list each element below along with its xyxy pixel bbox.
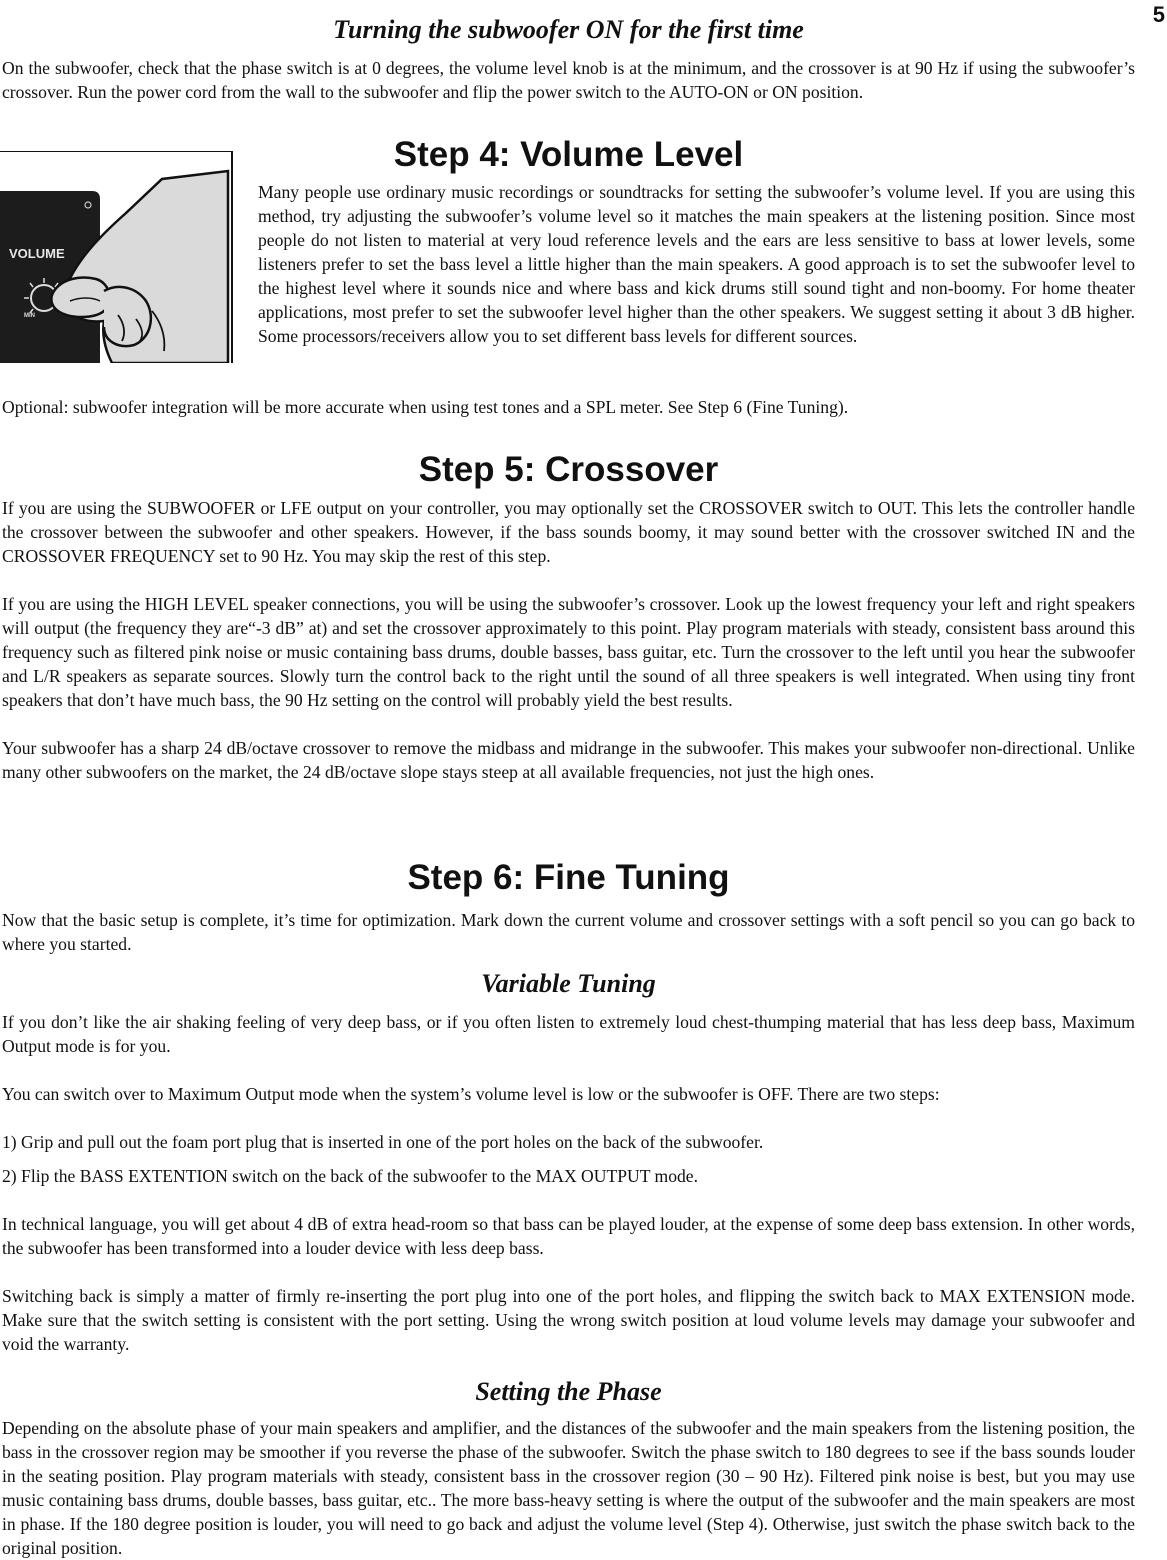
step5-body — [2, 496, 1135, 784]
variable-tuning-paragraph-1: If you don’t like the air shaking feeling of very deep bass, or if you often listen to extremely loud chest-thumping material that has less deep bass, Maximum Output mode is for you. — [2, 1012, 1135, 1056]
volume-knob-illustration — [0, 151, 236, 363]
step4-paragraph: Many people use ordinary music recordings or soundtracks for setting the subwoofer’s volume level. If you are using this method, try adjusting the subwoofer’s volume level so it matches the main speakers at the listening position. Since most people do not listen to material at very loud reference levels and the ears are less sensitive to bass at lower levels, some listeners prefer to set the bass level a little higher than the main speakers. A good approach is to set the subwoofer level to the highest level where it sounds nice and where bass and kick drums still sound tight and non-boomy. For home theater applications, most prefer to set the subwoofer level higher than the other speakers. We suggest setting it about 3 dB higher. Some processors/receivers allow you to set different bass levels for different sources. — [258, 182, 1135, 346]
volume-label: VOLUME — [9, 246, 65, 261]
step4-paragraph-wrap — [258, 180, 1135, 348]
step6-body — [2, 908, 1135, 1560]
first-time-section — [2, 14, 1135, 104]
phase-paragraph: Depending on the absolute phase of your main speakers and amplifier, and the distances of the subwoofer and the main speakers from the listening position, the bass in the crossover region may be smoother if you reverse the phase of the subwoofer. Switch the phase switch to 180 degrees to see if the bass sounds louder in the seating position. Play program materials with steady, consistent bass in the crossover region (30 – 90 Hz). Filtered pink noise is best, but you may use music containing bass drums, double basses, bass guitar, etc.. The more bass-heavy setting is where the output of the subwoofer and the main speakers are most in phase. If the 180 degree position is louder, you will need to go back and adjust the volume level (Step 4). Otherwise, just switch the phase switch back to the original position. — [2, 1418, 1135, 1558]
step5-paragraph-1: If you are using the SUBWOOFER or LFE output on your controller, you may optionally set the CROSSOVER switch to OUT. This lets the controller handle the crossover between the subwoofer and other speakers. However, if the bass sounds boomy, it may sound better with the crossover switched IN and the CROSSOVER FREQUENCY set to 90 Hz. You may skip the rest of this step. — [2, 498, 1135, 566]
variable-tuning-paragraph-2: You can switch over to Maximum Output mode when the system’s volume level is low or the subwoofer is OFF. There are two steps: — [2, 1084, 940, 1104]
variable-tuning-step-1: 1) Grip and pull out the foam port plug that is inserted in one of the port holes on the back of the subwoofer. — [2, 1132, 764, 1152]
phase-heading: Setting the Phase — [475, 1377, 662, 1406]
page-number: 5 — [1152, 2, 1165, 27]
step6-heading: Step 6: Fine Tuning — [407, 858, 730, 897]
step5-paragraph-2: If you are using the HIGH LEVEL speaker connections, you will be using the subwoofer’s crossover. Look up the lowest frequency your left and right speakers will output (the frequency they are“-3 dB” at) and set the crossover approximately to this point. Play program materials with steady, consistent bass around this frequency such as filtered pink noise or music containing bass drums, double basses, bass guitar, etc. Turn the crossover to the left until you hear the subwoofer and L/R speakers as separate sources. Slowly turn the control back to the right until the sound of all three speakers is well integrated. When using tiny front speakers that don’t have much bass, the 90 Hz setting on the control will probably yield the best results. — [2, 594, 1135, 710]
first-time-paragraph: On the subwoofer, check that the phase switch is at 0 degrees, the volume level knob is at the minimum, and the crossover is at 90 Hz if using the subwoofer’s crossover. Run the power cord from the wall to the subwoofer and flip the power switch to the AUTO-ON or ON position. — [2, 58, 1135, 102]
step4-heading: Step 4: Volume Level — [393, 135, 744, 174]
first-time-heading: Turning the subwoofer ON for the first time — [333, 15, 804, 44]
variable-tuning-step-2: 2) Flip the BASS EXTENTION switch on the back of the subwoofer to the MAX OUTPUT mode. — [2, 1166, 699, 1186]
variable-tuning-paragraph-3: In technical language, you will get about 4 dB of extra head-room so that bass can be played louder, at the expense of some deep bass extension. In other words, the subwoofer has been transformed into a louder device with less deep bass. — [2, 1214, 1135, 1258]
step4-optional-note: Optional: subwoofer integration will be more accurate when using test tones and a SPL meter. See Step 6 (Fine Tuning). — [2, 397, 849, 417]
step5-paragraph-3: Your subwoofer has a sharp 24 dB/octave crossover to remove the midbass and midrange in the subwoofer. This makes your subwoofer non-directional. Unlike many other subwoofers on the market, the 24 dB/octave slope stays steep at all available frequencies, not just the high ones. — [2, 738, 1135, 782]
step6-intro: Now that the basic setup is complete, it’s time for optimization. Mark down the current volume and crossover settings with a soft pencil so you can go back to where you started. — [2, 910, 1135, 954]
variable-tuning-heading: Variable Tuning — [481, 969, 656, 998]
step5-heading: Step 5: Crossover — [418, 450, 719, 489]
min-label: MIN — [24, 313, 35, 319]
variable-tuning-paragraph-4: Switching back is simply a matter of firmly re-inserting the port plug into one of the port holes, and flipping the switch back to MAX EXTENSION mode. Make sure that the switch setting is consistent with the port setting. Using the wrong switch position at loud volume levels may damage your subwoofer and void the warranty. — [2, 1286, 1135, 1354]
